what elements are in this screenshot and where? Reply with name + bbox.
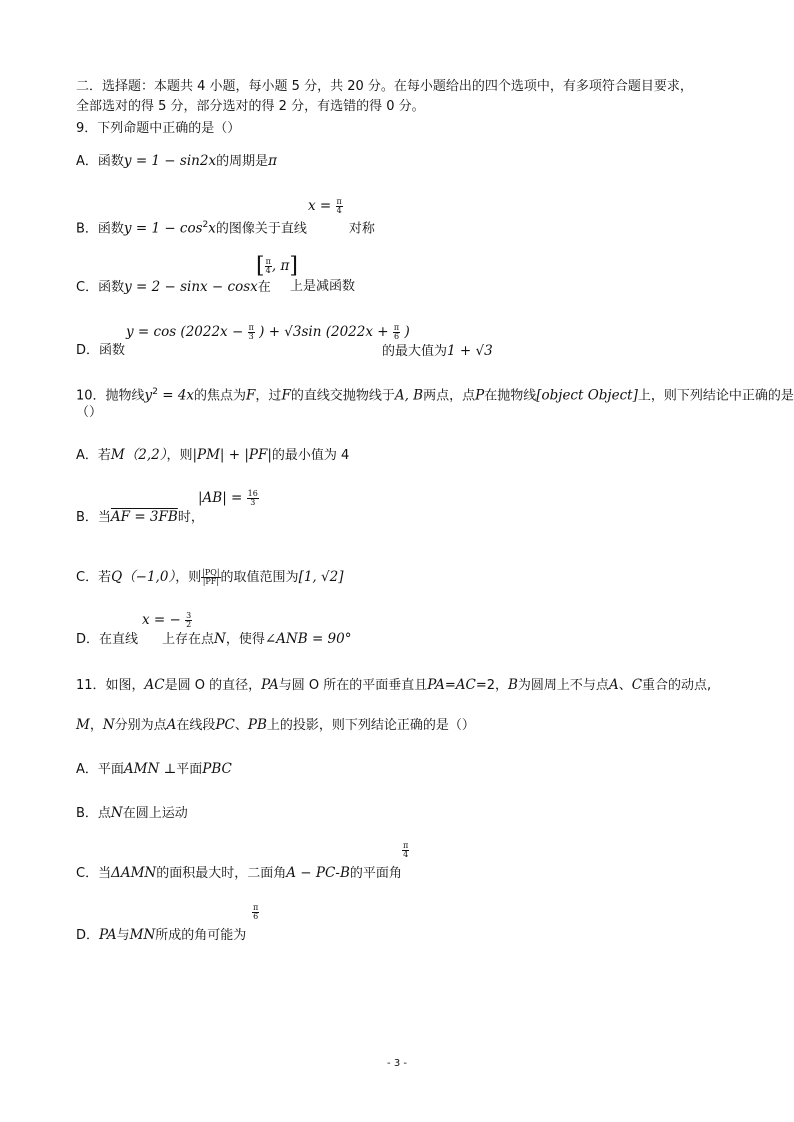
- q10-stem-line2: （）: [76, 405, 103, 420]
- q11-s9: ，: [89, 718, 103, 733]
- q10-c-frac-den: |PF|: [202, 577, 220, 586]
- q11-d-frac-wrap: [252, 904, 259, 921]
- q11-s4: =: [444, 678, 456, 693]
- q11-a-expr: AMN ⊥: [123, 761, 177, 777]
- q11-d-expr: PA: [99, 927, 117, 943]
- q10-d-label: D．在直线: [76, 632, 139, 647]
- q11-eq-pa: PA: [427, 677, 445, 693]
- section-instructions-line1: 二．选择题：本题共 4 小题，每小题 5 分，共 20 分。在每小题给出的四个选项中，有多项符合题目要求，: [76, 79, 693, 94]
- q10-stem-f: 两点，点: [423, 388, 476, 404]
- q10-c-frac-num: |PQ|: [202, 568, 220, 577]
- q10-stem-g: 在抛物线: [484, 388, 537, 404]
- q9-d-frac1-den: 3: [248, 332, 254, 341]
- q11-c-tail: 的平面角: [349, 866, 402, 881]
- q10-option-d: [76, 630, 351, 649]
- q11-option-b: [76, 804, 188, 823]
- q11-b-tail: 在圆上运动: [122, 806, 188, 821]
- q11-c-frac-num: π: [403, 841, 409, 850]
- q11-d-tail: 所成的角可能为: [155, 928, 247, 943]
- q10-expr-rhs: = 4x: [157, 387, 195, 404]
- q11-s1: 11．如图，: [76, 678, 145, 693]
- q11-s12: 、: [234, 718, 248, 733]
- q11-d-mid: 与: [116, 928, 130, 943]
- q9-b-upper-eq: x =: [308, 198, 332, 214]
- q9-a-label: A．函数: [76, 154, 124, 169]
- q10-b-upper: [198, 490, 259, 507]
- q11-s6: 为圆周上不与点: [517, 678, 609, 693]
- q9-b-expr2: x: [208, 220, 216, 237]
- q11-pb: PB: [247, 717, 267, 733]
- q10-b-frac: [247, 490, 259, 507]
- q9-option-d: D．函数: [76, 343, 126, 358]
- q11-eq-ac: AC: [455, 677, 476, 693]
- q11-s7: 、: [618, 678, 632, 693]
- q9-b-frac: [336, 198, 343, 215]
- q10-option-c: [76, 568, 343, 587]
- q10-d-frac-den: 2: [186, 620, 192, 629]
- q9-d-expr3: ): [404, 324, 410, 340]
- q10-c-label: C．若: [76, 570, 112, 585]
- q9-c-mid: 在: [257, 280, 271, 295]
- q9-option-b: B．函数$y = 1 - \cos^2x$的图像关于直线 对称: [76, 220, 375, 237]
- q10-b-frac-num: 16: [247, 489, 258, 498]
- q11-s13: 上的投影，则下列结论正确的是（）: [266, 718, 475, 733]
- q11-n: N: [102, 717, 115, 733]
- q11-pc: PC: [215, 717, 235, 733]
- q10-a-tail: 的最小值为 4: [271, 448, 350, 463]
- q11-c-dash: -: [335, 866, 340, 881]
- q9-d-frac1: [248, 324, 255, 341]
- q9-a-tail: 的周期是: [216, 154, 269, 169]
- q9-b-upper: [308, 198, 343, 215]
- q11-a-mid: 平面: [176, 762, 203, 777]
- q10-option-a: [76, 446, 349, 465]
- q11-option-a: [76, 760, 232, 779]
- q10-a-label: A．若: [76, 448, 111, 463]
- q11-d-frac-num: π: [253, 903, 259, 912]
- q9-b-frac-num: π: [336, 197, 342, 206]
- q9-d-val: 1 + √3: [447, 343, 493, 359]
- q10-b-frac-den: 3: [250, 498, 256, 507]
- q9-d-frac2: [393, 324, 400, 341]
- q9-c-after: , π: [271, 258, 290, 274]
- q11-c-label: C．当: [76, 866, 112, 881]
- q10-p: P: [475, 387, 485, 404]
- q9-d-frac2-num: π: [393, 323, 400, 332]
- q11-option-c: [76, 864, 402, 883]
- q10-c-mid: ，则: [175, 570, 202, 585]
- q10-ab: A, B: [394, 387, 424, 404]
- q9-c-frac: [265, 258, 272, 275]
- q11-stem-line1: [76, 676, 711, 695]
- q10-expr-y: y: [144, 387, 153, 404]
- q9-option-c: [76, 278, 271, 297]
- q11-c-mid: 的面积最大时，二面角: [156, 866, 287, 881]
- q9-b-tail1: 的图像关于直线: [215, 221, 307, 237]
- q11-c: C: [631, 677, 643, 693]
- q9-b-frac-den: 4: [336, 206, 342, 215]
- q10-c: [object Object]: [536, 387, 638, 404]
- q10-d-tail: 上存在点: [162, 632, 215, 647]
- q9-d-tail: [382, 342, 493, 361]
- section-instructions-line2: 全部选对的得 5 分，部分选对的得 2 分，有选错的得 0 分。: [76, 99, 425, 114]
- q9-c-label: C．函数: [76, 280, 125, 295]
- q10-c-expr: Q（−1,0）: [111, 569, 176, 585]
- page-number: - 3 -: [387, 1058, 407, 1069]
- q9-c-interval: [ $\frac{\pi}{4}$ , π]: [256, 253, 298, 279]
- q11-pa: PA: [261, 677, 279, 693]
- q11-s3: 与圆 O 所在的平面垂直且: [278, 678, 428, 693]
- q9-d-frac2-den: 6: [393, 332, 400, 341]
- q11-stem-line2: [76, 716, 475, 735]
- q9-a-expr: y = 1 − sin2x: [123, 153, 217, 169]
- q11-d-expr2: MN: [129, 927, 156, 943]
- q10-c-tail: 的取值范围为: [220, 570, 299, 585]
- q10-b-tail: 时，: [177, 510, 204, 525]
- q11-option-d: [76, 926, 246, 945]
- q11-b-expr: N: [110, 805, 123, 821]
- q11-c-frac-wrap: [402, 842, 409, 859]
- q10-d-upper-eq: x = −: [142, 612, 181, 628]
- q10-d-tail2: ，使得: [225, 632, 265, 647]
- q9-d-expr1: y = cos (2022x −: [126, 324, 244, 340]
- q9-option-a: [76, 152, 277, 171]
- q10-a-expr2: |PM| + |PF|: [192, 447, 272, 463]
- q11-d-label: D．: [76, 928, 100, 943]
- q11-d-frac-den: 6: [253, 912, 259, 921]
- q11-c-expr3: B: [340, 865, 350, 881]
- q9-c-frac-den: 4: [265, 266, 271, 275]
- q9-stem: 9．下列命题中正确的是（）: [76, 121, 241, 136]
- q9-d-expr2: ) + √3sin (2022x +: [259, 324, 389, 340]
- q11-m: M: [76, 717, 90, 733]
- q11-c-frac-den: 4: [403, 850, 409, 859]
- q10-b-upper-eq: |AB| =: [198, 490, 243, 506]
- q10-f1: F: [246, 387, 256, 404]
- q9-b-label: B．函数: [76, 221, 124, 237]
- q11-c-expr2: A − PC: [286, 865, 336, 881]
- q10-stem-d: ，过: [255, 388, 282, 404]
- q11-b-label: B．点: [76, 806, 111, 821]
- q10-b-expr: AF = 3FB: [110, 509, 178, 525]
- q11-ac: AC: [144, 677, 165, 693]
- q11-b: B: [508, 677, 518, 693]
- q10-d-upper: [142, 612, 192, 629]
- q10-f2: F: [281, 387, 291, 404]
- q11-s5: =2，: [475, 678, 508, 693]
- q11-c-frac: [402, 842, 409, 859]
- q9-b-tail2: 对称: [348, 221, 375, 237]
- q9-d-expr: [126, 324, 410, 341]
- q10-c-val: [1, √2]: [298, 569, 344, 585]
- q10-a-expr: M（2,2）: [110, 447, 167, 463]
- q11-s2: 是圆 O 的直径，: [164, 678, 262, 693]
- q10-b-label: B．当: [76, 510, 111, 525]
- q10-option-b: [76, 508, 204, 527]
- q10-stem-h: 上，则下列结论中正确的是: [637, 388, 794, 404]
- q9-d-tail-text: 的最大值为: [382, 344, 448, 359]
- q9-c-tail: 上是减函数: [290, 279, 356, 294]
- q9-c-expr: y = 2 − sinx − cosx: [124, 279, 258, 295]
- q10-stem-e: 的直线交抛物线于: [290, 388, 395, 404]
- q9-b-expr: y = 1 − cos: [123, 220, 203, 237]
- q10-d-n: N: [214, 631, 226, 647]
- q11-a2: A: [166, 717, 177, 733]
- q11-a-label: A．平面: [76, 762, 124, 777]
- q11-a: A: [608, 677, 619, 693]
- q10-stem-c: 的焦点为: [194, 388, 247, 404]
- q11-c-expr: ΔAMN: [111, 865, 157, 881]
- q11-d-frac: [252, 904, 259, 921]
- q10-d-frac: [185, 612, 192, 629]
- q10-d-expr: ∠ANB = 90°: [264, 631, 352, 647]
- q10-c-frac: [201, 569, 220, 586]
- q9-a-val: π: [268, 153, 277, 169]
- q11-a-expr2: PBC: [202, 761, 232, 777]
- q10-a-mid: ，则: [166, 448, 193, 463]
- q10-stem: 10．抛物线$y^2 = 4x$的焦点为F，过F的直线交抛物线于A, B两点，点P在抛物线[object Object]上，则下列结论中正确的是: [76, 387, 794, 404]
- q11-s10: 分别为点: [114, 718, 167, 733]
- q10-stem-a: 10．抛物线: [76, 388, 145, 404]
- q9-d-frac1-num: π: [248, 323, 254, 332]
- q11-s8: 重合的动点,: [642, 678, 712, 693]
- q10-d-frac-num: 3: [186, 611, 192, 620]
- q11-s11: 在线段: [176, 718, 216, 733]
- q9-c-frac-num: π: [265, 257, 271, 266]
